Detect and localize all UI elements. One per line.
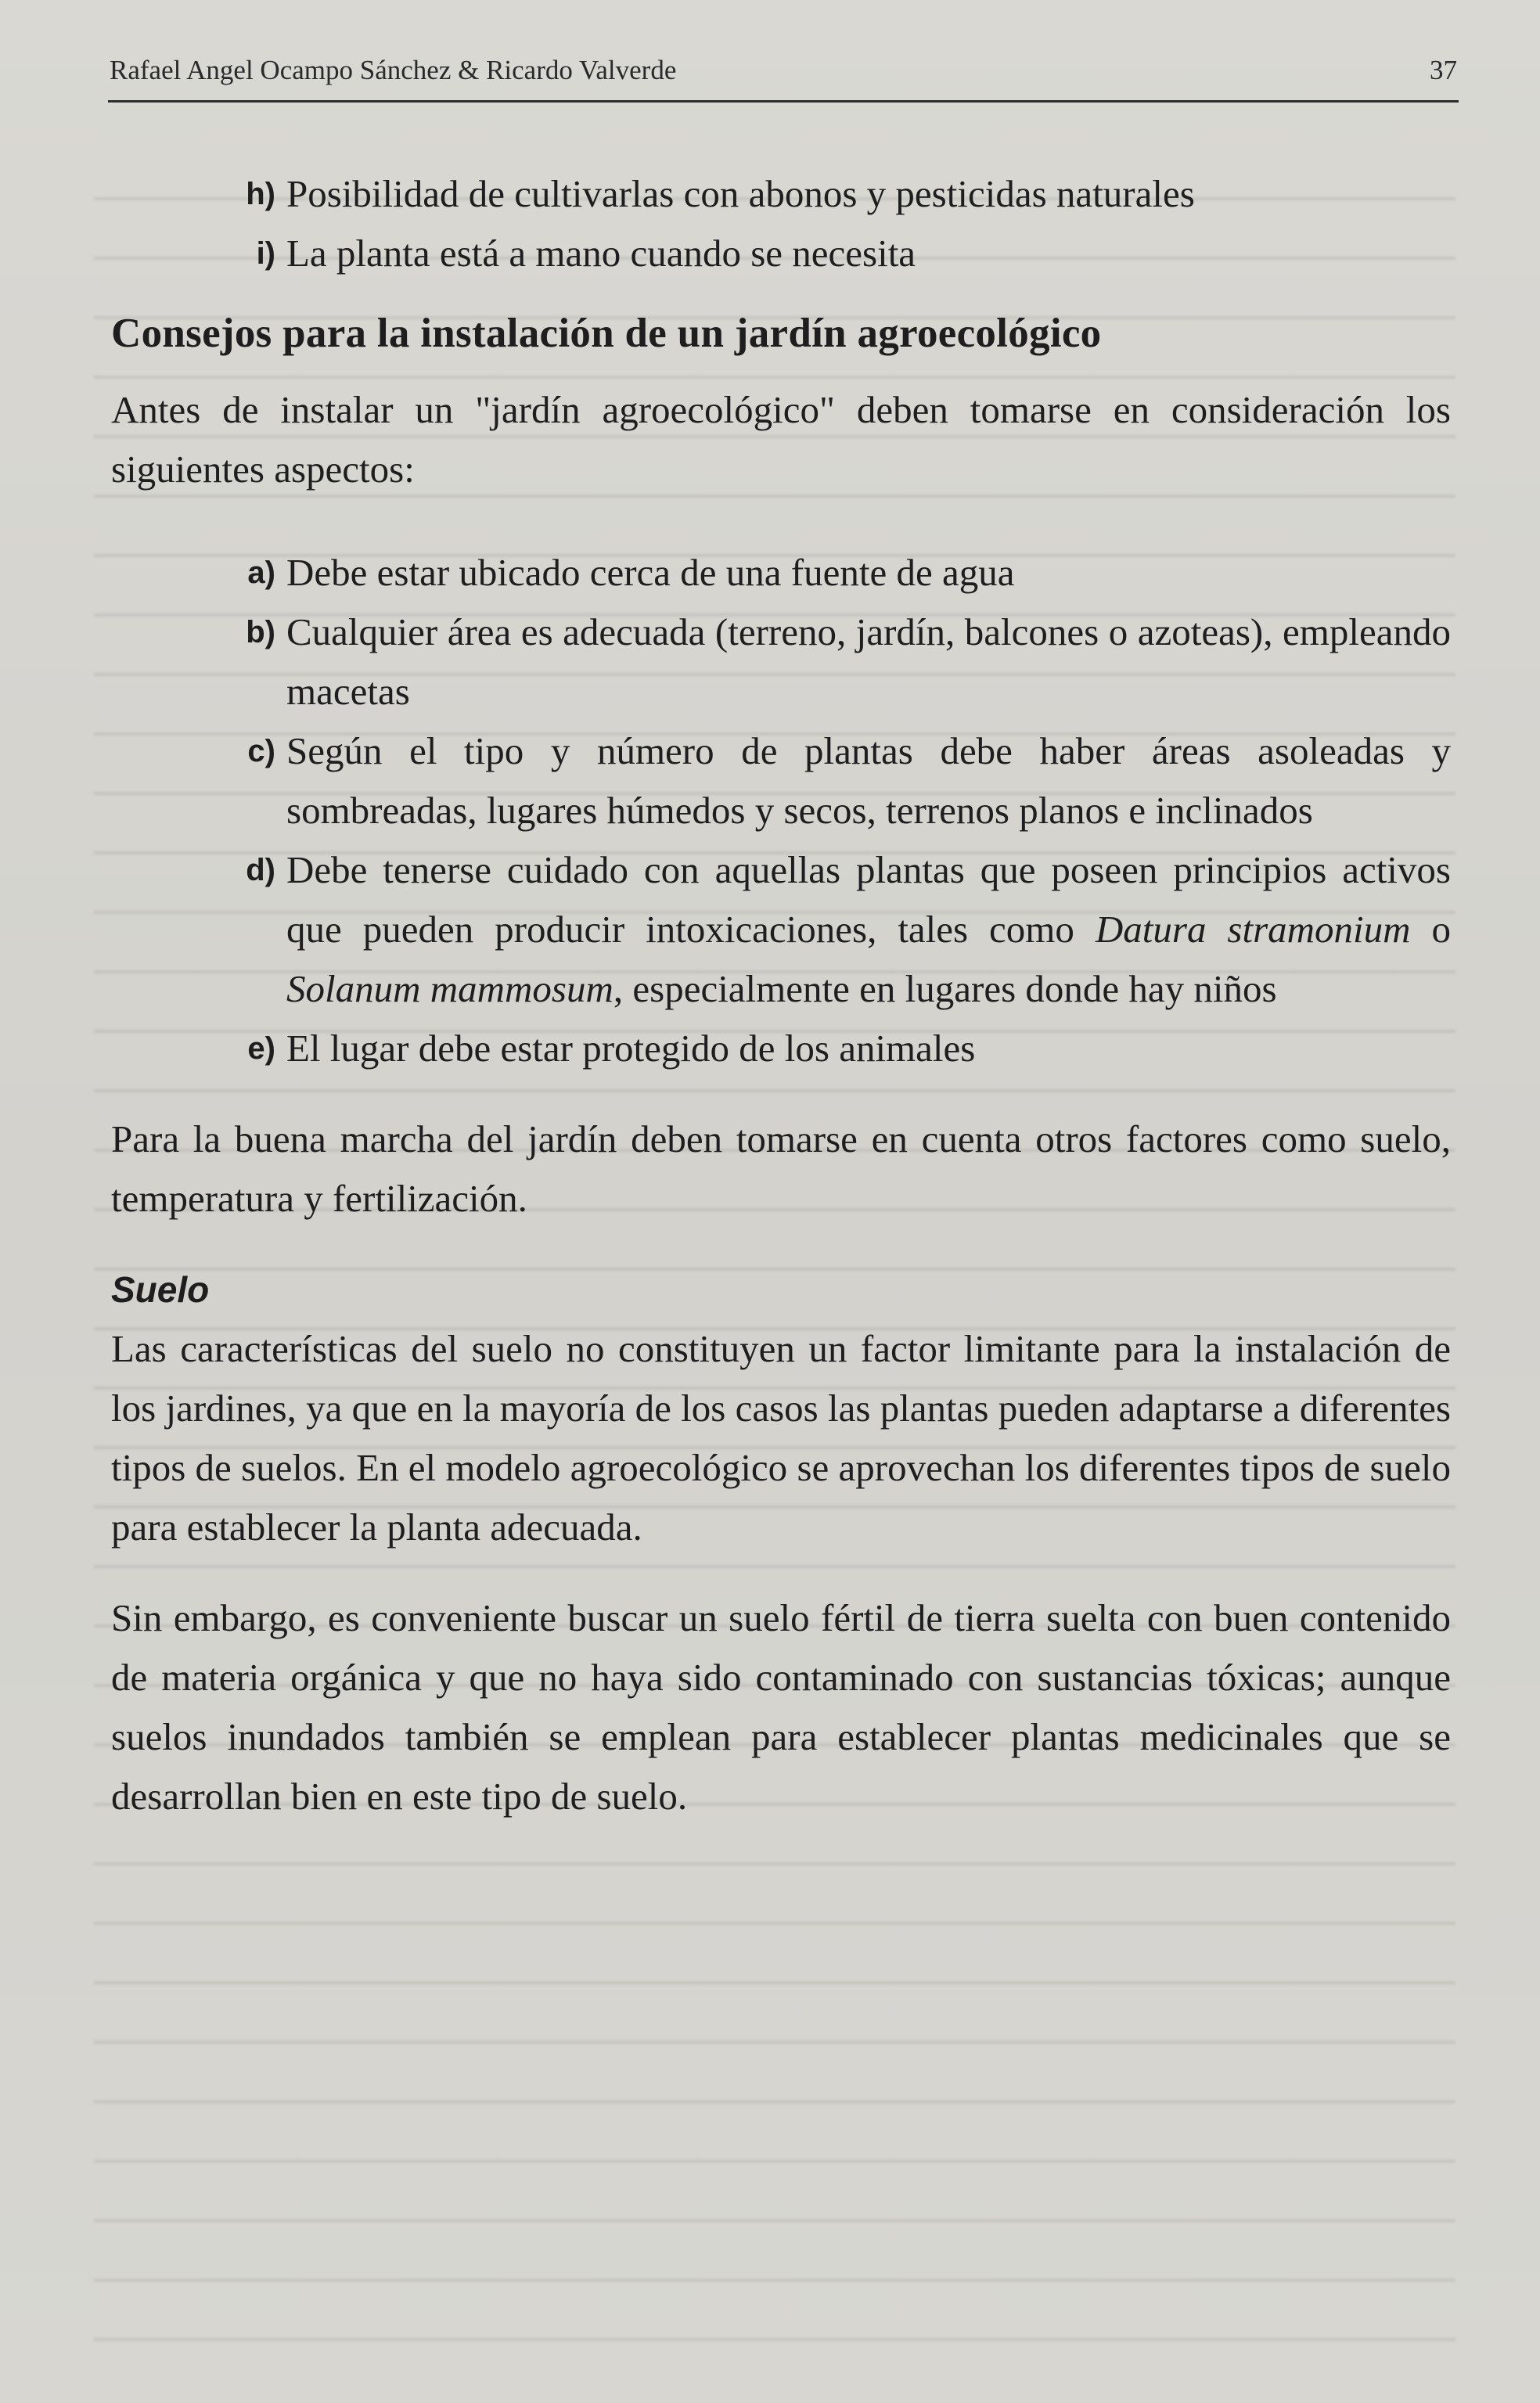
item-text-before: Debe tenerse cuidado con aquellas plantas que poseen principios activos que pueden producir intoxicaciones, tales como [286, 848, 1451, 951]
item-text-after: , especialmente en lugares donde hay niños [613, 967, 1277, 1010]
list-letter: c) [247, 734, 275, 768]
list-item [221, 224, 1451, 283]
list-item [221, 721, 1451, 840]
list-item-text: Cualquier área es adecuada (terreno, jardín, balcones o azoteas), empleando macetas [286, 610, 1451, 713]
list-item-text: Posibilidad de cultivarlas con abonos y pesticidas naturales [286, 172, 1195, 215]
connector-word: o [1431, 908, 1452, 951]
list-item [221, 840, 1451, 1019]
list-item-text [286, 840, 1451, 1019]
header-rule [108, 100, 1459, 103]
continued-list [221, 164, 1451, 283]
list-item [221, 164, 1451, 224]
list-item [221, 603, 1451, 721]
list-item-text: La planta está a mano cuando se necesita [286, 232, 916, 275]
list-item [221, 543, 1451, 603]
header-authors: Rafael Angel Ocampo Sánchez & Ricardo Valverde [110, 55, 677, 85]
suelo-paragraph-1: Las características del suelo no constituyen un factor limitante para la instalación de los jardines, ya que en la mayoría de los casos las plantas pueden adaptarse a diferentes tipos de suelos. En el modelo agroecológico se aprovechan los diferentes tipos de suelo para establecer la planta adecuada. [111, 1327, 1451, 1549]
list-letter: a) [247, 556, 275, 590]
list-item [221, 1019, 1451, 1078]
list-letter: d) [246, 853, 275, 887]
species-name: Solanum mammosum [286, 967, 613, 1010]
running-header [110, 55, 1457, 95]
intro-paragraph: Antes de instalar un "jardín agroecológico" deben tomarse en consideración los siguientes aspectos: [111, 388, 1451, 491]
suelo-heading: Suelo [111, 1269, 210, 1310]
list-item-text: Debe estar ubicado cerca de una fuente de agua [286, 551, 1015, 594]
list-letter: b) [246, 615, 275, 649]
aspects-list [221, 543, 1451, 1078]
page-number: 37 [1430, 55, 1457, 85]
list-item-text: Según el tipo y número de plantas debe haber áreas asoleadas y sombreadas, lugares húmedos y secos, terrenos planos e inclinados [286, 729, 1451, 832]
suelo-paragraph-2: Sin embargo, es conveniente buscar un suelo fértil de tierra suelta con buen contenido de materia orgánica y que no haya sido contaminado con sustancias tóxicas; aunque suelos inundados también se emplean para establecer plantas medicinales que se desarrollan bien en este tipo de suelo. [111, 1596, 1451, 1818]
list-item-text: El lugar debe estar protegido de los animales [286, 1027, 976, 1070]
page-body [111, 164, 1451, 1826]
list-letter: h) [246, 177, 275, 211]
section-heading: Consejos para la instalación de un jardín agroecológico [111, 311, 1102, 356]
closing-paragraph: Para la buena marcha del jardín deben tomarse en cuenta otros factores como suelo, temperatura y fertilización. [111, 1117, 1451, 1220]
species-name: Datura stramonium [1095, 908, 1411, 951]
list-letter: e) [247, 1031, 275, 1066]
list-letter: i) [256, 236, 275, 271]
